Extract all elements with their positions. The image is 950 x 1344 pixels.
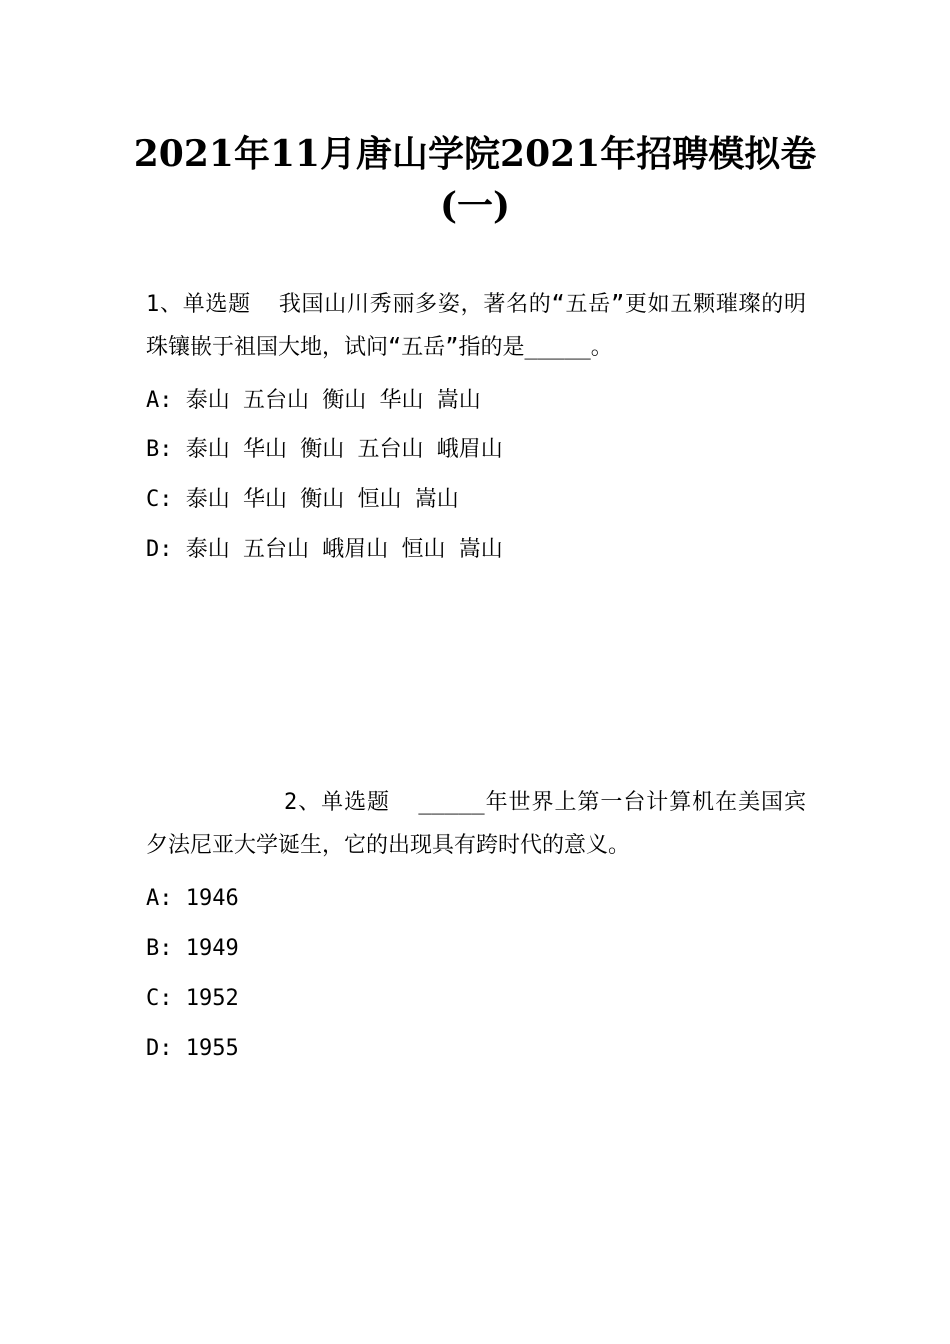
option-b	[146, 934, 239, 964]
option-key: D:	[146, 537, 173, 562]
option-value: 1955	[185, 1036, 239, 1061]
option-value: 泰山 五台山 衡山 华山 嵩山	[185, 388, 481, 413]
option-key: C:	[146, 986, 173, 1011]
option-value: 泰山 华山 衡山 五台山 峨眉山	[185, 437, 503, 462]
option-c	[146, 485, 459, 515]
option-value: 1949	[185, 936, 239, 961]
option-a	[146, 386, 481, 416]
option-a	[146, 884, 239, 914]
question-text: 1、单选题 我国山川秀丽多姿，著名的“五岳”更如五颗璀璨的明珠镶嵌于祖国大地，试问“五岳”指的是_____。	[146, 292, 806, 360]
option-key: A:	[146, 388, 173, 413]
page-title-suffix: (一)	[439, 185, 511, 227]
option-value: 1946	[185, 886, 239, 911]
page-title: 2021年11月唐山学院2021年招聘模拟卷	[133, 133, 817, 175]
option-d	[146, 535, 503, 565]
option-d	[146, 1034, 239, 1064]
option-b	[146, 435, 503, 465]
option-key: D:	[146, 1036, 173, 1061]
option-value: 泰山 华山 衡山 恒山 嵩山	[185, 487, 459, 512]
option-key: A:	[146, 886, 173, 911]
option-c	[146, 984, 239, 1014]
option-value: 泰山 五台山 峨眉山 恒山 嵩山	[185, 537, 503, 562]
option-value: 1952	[185, 986, 239, 1011]
option-key: B:	[146, 437, 173, 462]
option-key: C:	[146, 487, 173, 512]
option-key: B:	[146, 936, 173, 961]
question-text: 2、单选题 _____年世界上第一台计算机在美国宾夕法尼亚大学诞生，它的出现具有跨时代的意义。	[146, 790, 806, 858]
